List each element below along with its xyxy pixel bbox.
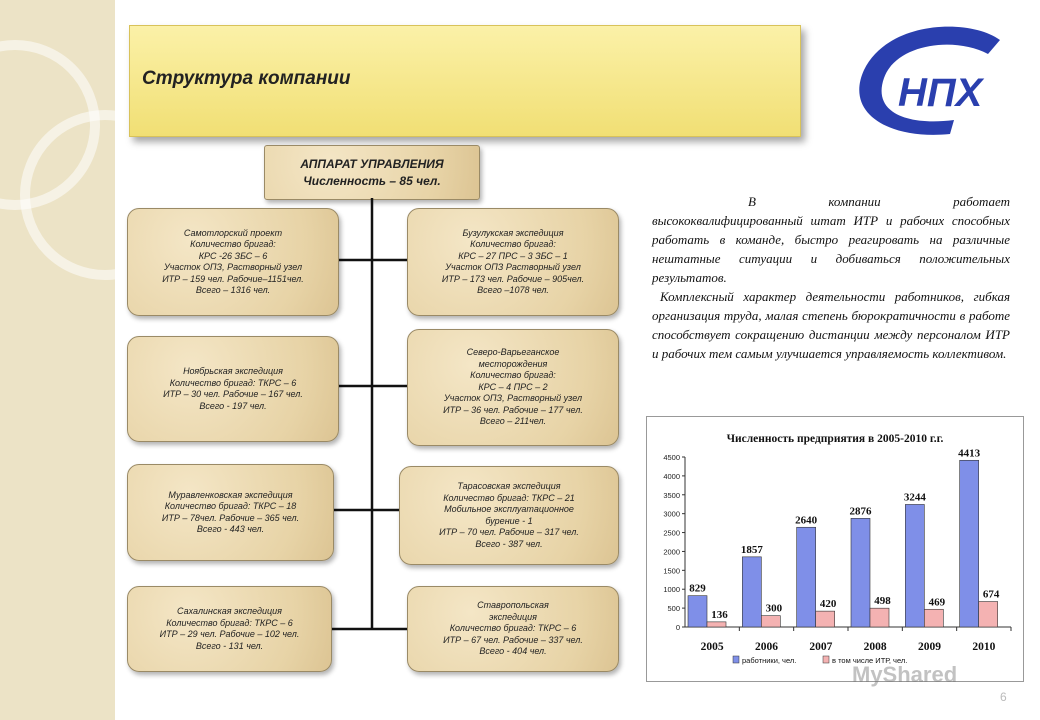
unit-line: ИТР – 78чел. Рабочие – 365 чел. xyxy=(161,512,300,523)
unit-line: Количество бригад: xyxy=(190,239,276,249)
unit-line: ИТР – 70 чел. Рабочие – 317 чел. xyxy=(439,527,579,537)
data-label: 3244 xyxy=(903,491,926,504)
x-tick-label: 2005 xyxy=(700,641,724,653)
unit-line: Количество бригад: ТКРС – 21 xyxy=(443,492,575,503)
headcount-chart xyxy=(646,416,1024,682)
legend-label: работники, чел. xyxy=(742,656,797,665)
bar xyxy=(688,596,707,627)
data-label: 2876 xyxy=(849,505,872,518)
unit-line: Всего - 404 чел. xyxy=(479,646,547,657)
unit-line: Муравленковская экспедиция xyxy=(168,489,293,500)
unit-line: Ноябрьская экспедиция xyxy=(183,366,283,376)
unit-stavropol xyxy=(407,586,619,672)
unit-line: ИТР – 30 чел. Рабочие – 167 чел. xyxy=(163,389,303,399)
unit-line: ИТР – 29 чел. Рабочие – 102 чел. xyxy=(159,629,300,639)
unit-line: Количество бригад: ТКРС – 6 xyxy=(169,377,297,388)
bar xyxy=(851,518,870,627)
y-tick-label: 500 xyxy=(667,604,680,614)
y-tick-label: 1500 xyxy=(663,566,680,576)
unit-line: Всего - 443 чел. xyxy=(196,524,265,534)
unit-line: Всего - 197 чел. xyxy=(199,400,267,411)
y-tick-label: 4000 xyxy=(663,471,680,481)
x-tick-label: 2010 xyxy=(972,641,996,653)
legend-label: в том числе ИТР, чел. xyxy=(832,656,908,665)
legend-swatch xyxy=(823,656,829,663)
unit-muravlenko xyxy=(127,464,334,561)
unit-line: Всего –1078 чел. xyxy=(477,285,549,295)
bar xyxy=(960,460,979,627)
unit-line: Сахалинская экспедиция xyxy=(177,606,282,616)
data-label: 2640 xyxy=(795,514,818,527)
root-headcount: Численность – 85 чел. xyxy=(303,173,441,188)
data-label: 1857 xyxy=(740,543,763,556)
data-label: 674 xyxy=(982,588,1000,601)
data-label: 136 xyxy=(711,608,728,621)
unit-line: Количество бригад: xyxy=(470,239,556,249)
unit-line: КРС -26 ЗБС – 6 xyxy=(198,250,268,261)
decorative-side-strip xyxy=(0,0,115,720)
x-tick-label: 2008 xyxy=(863,641,887,653)
logo-text: НПХ xyxy=(898,71,983,115)
unit-line: Количество бригад: ТКРС – 6 xyxy=(449,623,577,634)
company-description xyxy=(652,192,1010,363)
company-logo xyxy=(850,22,1020,142)
unit-line: Северо-Варьеганское xyxy=(466,347,560,358)
unit-line: Участок ОПЗ Растворный узел xyxy=(445,262,581,272)
y-tick-label: 3500 xyxy=(663,490,680,500)
unit-line: Самотлорский проект xyxy=(183,227,283,238)
bar xyxy=(924,609,943,627)
y-tick-label: 2500 xyxy=(663,528,680,538)
unit-tarasov xyxy=(399,466,619,565)
root-title: АППАРАТ УПРАВЛЕНИЯ xyxy=(300,156,444,171)
x-tick-label: 2007 xyxy=(809,641,833,653)
unit-line: ИТР – 67 чел. Рабочие – 337 чел. xyxy=(443,634,583,645)
bar xyxy=(816,611,835,627)
data-label: 829 xyxy=(689,582,706,595)
unit-line: Всего – 1316 чел. xyxy=(195,285,271,295)
unit-line: месторождения xyxy=(478,358,548,369)
root-box xyxy=(264,145,480,200)
unit-line: бурение - 1 xyxy=(485,515,533,526)
chart-svg xyxy=(647,417,1023,681)
unit-sakhalin xyxy=(127,586,332,672)
y-tick-label: 0 xyxy=(675,623,680,632)
unit-line: Мобильное эксплуатационное xyxy=(444,504,574,514)
unit-line: ИТР – 173 чел. Рабочие – 905чел. xyxy=(441,273,585,284)
unit-line: КРС – 27 ПРС – 3 ЗБС – 1 xyxy=(458,250,568,261)
bar xyxy=(905,504,924,627)
y-tick-label: 1000 xyxy=(663,585,680,595)
bar xyxy=(761,616,780,627)
data-label: 420 xyxy=(819,598,837,611)
unit-line: ИТР – 159 чел. Рабочие–1151чел. xyxy=(162,273,304,284)
y-tick-label: 2000 xyxy=(663,547,680,557)
unit-noyabrsk xyxy=(127,336,339,442)
x-tick-label: 2006 xyxy=(755,641,778,653)
title-banner xyxy=(129,25,801,137)
unit-line: Количество бригад: ТКРС – 18 xyxy=(164,501,297,511)
page-number: 6 xyxy=(1000,690,1007,704)
legend-swatch xyxy=(733,656,739,663)
unit-line: Количество бригад: ТКРС – 6 xyxy=(166,617,293,628)
chart-title: Численность предприятия в 2005-2010 г.г. xyxy=(726,433,944,445)
description-paragraph-2: Комплексный характер деятельности работников, гибкая организация труда, малая степень бюрократичности в работе способствует сокращению дистанции между персоналом ИТР и рабочих тем самым улучшается управляемость коллективом. xyxy=(652,289,1010,361)
unit-line: Участок ОПЗ, Растворный узел xyxy=(443,393,583,404)
unit-line: Тарасовская экспедиция xyxy=(457,481,561,491)
y-tick-label: 3000 xyxy=(663,509,680,519)
bar xyxy=(707,622,726,627)
unit-line: Всего – 211чел. xyxy=(479,416,547,427)
unit-line: КРС – 4 ПРС – 2 xyxy=(478,381,548,392)
description-paragraph-1: В компании работает высококвалифицированный штат ИТР и рабочих способных работать в команде, быстро реагировать на различные нештатные ситуации и добиваться положительных результатов. xyxy=(652,194,1010,285)
bar xyxy=(742,557,761,627)
bar xyxy=(870,608,889,627)
bar xyxy=(979,602,998,627)
data-label: 4413 xyxy=(958,447,981,460)
data-label: 300 xyxy=(765,602,783,615)
unit-line: ИТР – 36 чел. Рабочие – 177 чел. xyxy=(443,404,583,415)
data-label: 498 xyxy=(874,595,891,608)
y-tick-label: 4500 xyxy=(663,453,680,462)
unit-line: Количество бригад: xyxy=(470,370,556,381)
data-label: 469 xyxy=(928,596,946,609)
bar xyxy=(797,527,816,627)
unit-severo-varyogan xyxy=(407,329,619,446)
x-tick-label: 2009 xyxy=(918,641,941,653)
unit-line: Ставропольская xyxy=(477,600,549,611)
unit-line: Бузулукская экспедиция xyxy=(462,227,564,238)
unit-line: экспедиция xyxy=(489,611,537,622)
unit-line: Участок ОПЗ, Растворный узел xyxy=(163,262,303,272)
unit-samotlor xyxy=(127,208,339,316)
unit-line: Всего - 387 чел. xyxy=(475,538,543,549)
watermark: MyShared xyxy=(852,662,958,687)
unit-line: Всего - 131 чел. xyxy=(195,640,264,651)
page-title: Структура компании xyxy=(142,68,351,89)
unit-buzuluk xyxy=(407,208,619,316)
